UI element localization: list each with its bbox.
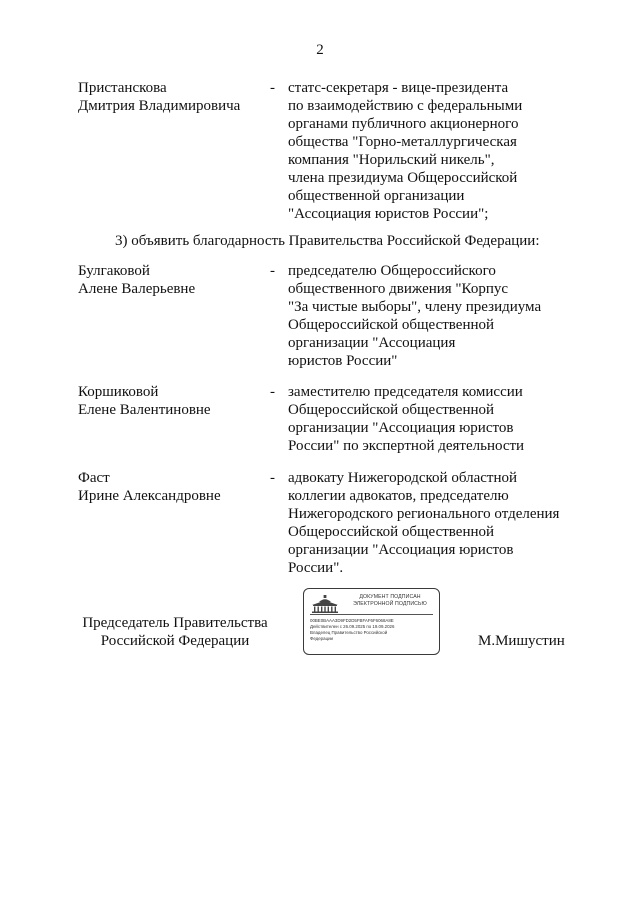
stamp-heading: ДОКУМЕНТ ПОДПИСАН ЭЛЕКТРОННОЙ ПОДПИСЬЮ bbox=[353, 594, 427, 607]
stamp-certificate-details: 00BE0BAAA3D9FD2D5FBFAF6F6068A8E Действителен с 26.09.2025 по 19.09.2026 Владелец Правительство Российской Федерации bbox=[310, 618, 395, 641]
awardee-position: председателю Общероссийского общественного движения "Корпус "За чистые выборы", члену президиума Общероссийской общественной организации "Ассоциация юристов России" bbox=[288, 263, 542, 369]
awardee-name: Пристанскова Дмитрия Владимировича bbox=[78, 80, 241, 114]
awardee-position: адвокату Нижегородской областной коллегии адвокатов, председателю Нижегородского регионального отделения Общероссийской общественной организации "Ассоциация юристов России". bbox=[288, 470, 560, 576]
awardee-position: статс-секретаря - вице-президента по взаимодействию с федеральными органами публичного акционерного общества "Горно-металлургическая компания "Норильский никель", члена президиума Общероссийской общественной организации "Ассоциация юристов России"; bbox=[288, 80, 523, 222]
signer-title: Председатель Правительства Российской Федерации bbox=[82, 615, 268, 649]
page-number: 2 bbox=[316, 42, 324, 58]
entry-dash: - bbox=[270, 384, 275, 400]
awardee-position: заместителю председателя комиссии Общероссийской общественной организации "Ассоциация юристов России" по экспертной деятельности bbox=[288, 384, 525, 454]
clause-3-text: 3) объявить благодарность Правительства Российской Федерации: bbox=[115, 233, 540, 249]
entry-dash: - bbox=[270, 263, 275, 279]
awardee-name: Коршиковой Елене Валентиновне bbox=[78, 384, 211, 418]
entry-dash: - bbox=[270, 470, 275, 486]
awardee-name: Фаст Ирине Александровне bbox=[78, 470, 221, 504]
electronic-signature-stamp bbox=[303, 588, 440, 655]
government-building-icon bbox=[310, 594, 340, 614]
signer-name: М.Мишустин bbox=[478, 633, 565, 649]
entry-dash: - bbox=[270, 80, 275, 96]
stamp-divider bbox=[310, 614, 433, 615]
awardee-name: Булгаковой Алене Валерьевне bbox=[78, 263, 196, 297]
